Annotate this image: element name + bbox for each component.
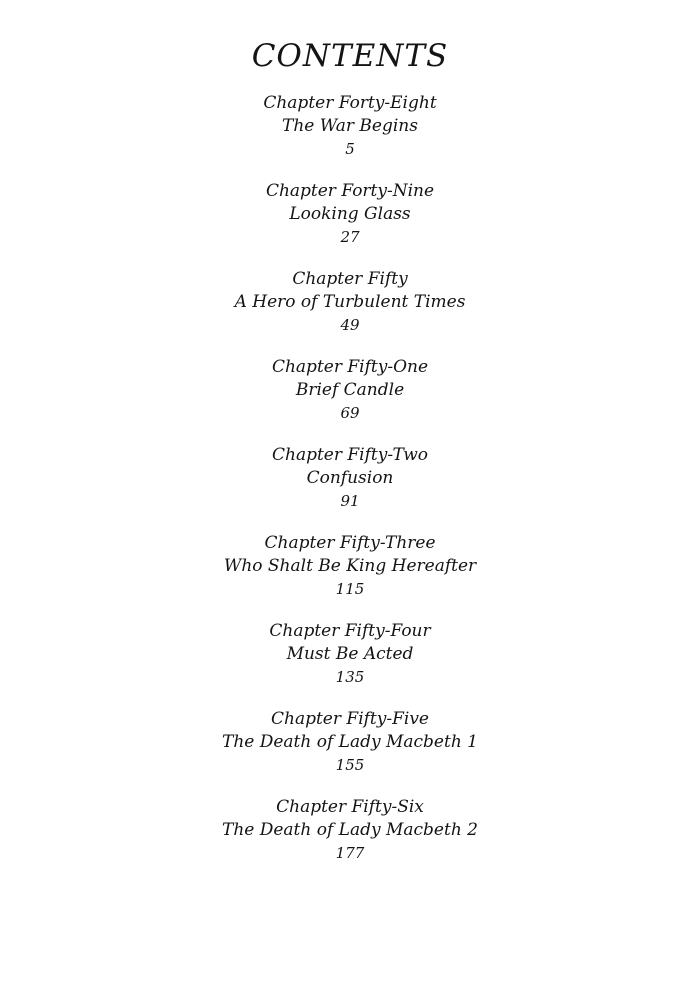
toc-entry-chapter-49 <box>0 180 700 268</box>
chapter-label: Chapter Forty-Eight <box>263 93 437 113</box>
chapter-title: The War Begins <box>282 116 418 136</box>
toc-entry-chapter-53 <box>0 532 700 620</box>
page-number: 49 <box>340 316 360 334</box>
page-number: 135 <box>335 668 365 686</box>
table-of-contents <box>0 92 700 884</box>
page-number: 5 <box>345 140 355 158</box>
chapter-label: Chapter Fifty-Three <box>264 533 436 553</box>
page-number: 91 <box>340 492 360 510</box>
chapter-label: Chapter Fifty-Five <box>271 709 429 729</box>
toc-entry-chapter-48 <box>0 92 700 180</box>
chapter-title: Brief Candle <box>295 380 405 400</box>
page-number: 69 <box>340 404 360 422</box>
chapter-title: A Hero of Turbulent Times <box>234 292 466 312</box>
chapter-label: Chapter Fifty-Four <box>269 621 431 641</box>
chapter-label: Chapter Forty-Nine <box>265 181 435 201</box>
page-number: 155 <box>335 756 365 774</box>
chapter-title: Who Shalt Be King Hereafter <box>223 556 477 576</box>
chapter-title: Must Be Acted <box>286 644 414 664</box>
toc-entry-chapter-51 <box>0 356 700 444</box>
toc-entry-chapter-56 <box>0 796 700 884</box>
toc-entry-chapter-54 <box>0 620 700 708</box>
chapter-title: Looking Glass <box>289 204 411 224</box>
chapter-title: The Death of Lady Macbeth 2 <box>221 820 478 840</box>
chapter-label: Chapter Fifty <box>292 269 408 289</box>
page-number: 177 <box>335 844 365 862</box>
contents-heading: CONTENTS <box>251 38 449 74</box>
chapter-title: The Death of Lady Macbeth 1 <box>221 732 478 752</box>
toc-entry-chapter-50 <box>0 268 700 356</box>
chapter-label: Chapter Fifty-Six <box>276 797 424 817</box>
page-number: 27 <box>340 228 360 246</box>
toc-entry-chapter-52 <box>0 444 700 532</box>
chapter-label: Chapter Fifty-Two <box>271 445 428 465</box>
toc-entry-chapter-55 <box>0 708 700 796</box>
page-number: 115 <box>335 580 365 598</box>
chapter-label: Chapter Fifty-One <box>271 357 429 377</box>
chapter-title: Confusion <box>306 468 394 488</box>
